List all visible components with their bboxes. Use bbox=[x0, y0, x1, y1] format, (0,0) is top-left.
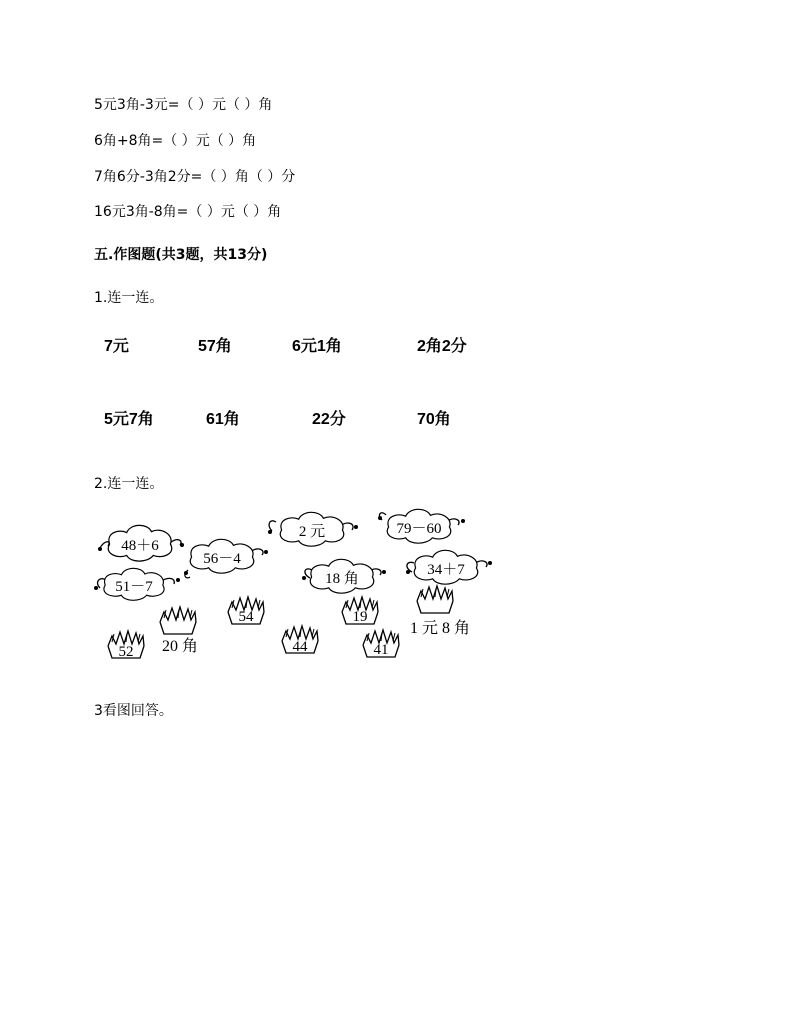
q1-top-item: 6元1角 bbox=[292, 338, 342, 355]
q1-bottom-item: 70角 bbox=[417, 411, 451, 428]
problem-2: 6角+8角=（ ）元（ ）角 bbox=[94, 133, 257, 149]
q3-label: 3看图回答。 bbox=[94, 703, 173, 719]
grass-number: 54 bbox=[238, 609, 254, 625]
cloud-label: 51－7 bbox=[115, 579, 153, 595]
problem-3: 7角6分-3角2分=（ ）角（ ）分 bbox=[94, 169, 296, 185]
q1-top-item: 57角 bbox=[198, 338, 232, 355]
money-cloud bbox=[268, 512, 358, 546]
grass-number: 44 bbox=[292, 639, 308, 655]
problem-4: 16元3角-8角=（ ）元（ ）角 bbox=[94, 204, 282, 220]
grass-tuft bbox=[363, 630, 399, 658]
cloud-label: 56－4 bbox=[203, 551, 241, 567]
q1-top-item: 7元 bbox=[104, 338, 129, 355]
grass-tuft bbox=[108, 631, 144, 660]
q1-bottom-item: 61角 bbox=[206, 411, 240, 428]
q1-top-item: 2角2分 bbox=[417, 338, 467, 355]
q1-bottom-item: 5元7角 bbox=[104, 411, 154, 428]
cloud-label: 79－60 bbox=[396, 521, 442, 537]
cloud-label: 48＋6 bbox=[121, 538, 159, 554]
expression-cloud bbox=[406, 550, 492, 584]
q1-bottom-item: 22分 bbox=[312, 411, 346, 428]
q1-label: 1.连一连。 bbox=[94, 290, 164, 306]
grass-number: 41 bbox=[373, 642, 389, 658]
expression-cloud bbox=[98, 525, 184, 561]
grass-tuft bbox=[282, 626, 318, 655]
grass-number: 19 bbox=[352, 609, 368, 625]
money-label: 20 角 bbox=[161, 638, 199, 655]
section-title: 五.作图题(共3题，共13分) bbox=[94, 247, 268, 263]
grass-tuft bbox=[228, 597, 264, 625]
expression-cloud bbox=[184, 539, 268, 578]
expression-cloud bbox=[94, 568, 180, 600]
cloud-label: 2 元 bbox=[298, 524, 326, 540]
grass-tuft bbox=[342, 597, 378, 625]
cloud-label: 18 角 bbox=[325, 571, 359, 587]
grass-tuft bbox=[160, 607, 198, 655]
q2-label: 2.连一连。 bbox=[94, 476, 164, 492]
money-label: 1 元 8 角 bbox=[409, 620, 471, 637]
grass-tuft bbox=[410, 586, 470, 637]
expression-cloud bbox=[378, 509, 465, 543]
money-cloud bbox=[302, 559, 386, 593]
grass-number: 52 bbox=[118, 644, 134, 660]
problem-1: 5元3角-3元=（ ）元（ ）角 bbox=[94, 97, 273, 113]
cloud-label: 34＋7 bbox=[427, 562, 465, 578]
